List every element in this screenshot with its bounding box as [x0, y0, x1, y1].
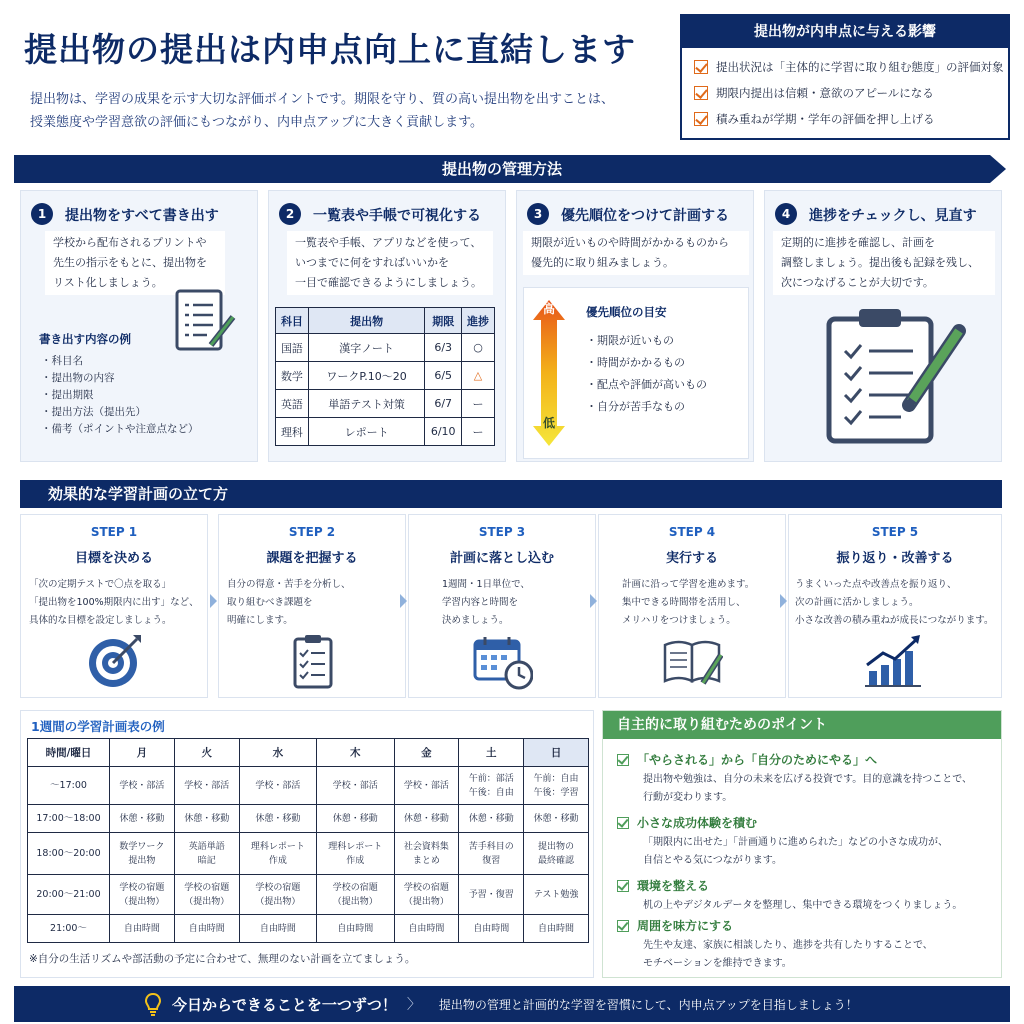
schedule-cell: 午前：部活 午後：自由: [459, 767, 524, 805]
schedule-cell: 休憩・移動: [110, 805, 175, 833]
management-card-desc: [773, 231, 995, 295]
schedule-cell: 学校・部活: [239, 767, 316, 805]
points-title: 自主的に取り組むためのポイント: [603, 711, 1001, 739]
desc-line: メリハリをつけましょう。: [622, 615, 736, 626]
table-header: 提出物: [308, 308, 424, 334]
desc-line: 次につなげることが大切です。: [781, 276, 934, 289]
table-header: 火: [174, 739, 239, 767]
step-arrow-icon: [780, 594, 787, 608]
schedule-cell: 休憩・移動: [394, 805, 459, 833]
footer-banner: [14, 986, 1010, 1022]
schedule-cell: 午前：自由 午後：学習: [524, 767, 589, 805]
step-title: 目標を決める: [74, 551, 153, 566]
checkbox-icon: [694, 112, 708, 126]
header-desc-line: 授業態度や学習意欲の評価にもつながり、内申点アップに大きく貢献します。: [30, 115, 484, 130]
impact-item: [694, 106, 996, 132]
table-cell: 理科: [276, 418, 309, 446]
desc-line: 提出物や勉強は、自分の未来を広げる投資です。目的意識を持つことで、: [643, 774, 972, 785]
point-desc: [643, 937, 993, 973]
priority-item: ・ 時間がかかるもの: [586, 352, 707, 374]
table-row: [28, 767, 589, 805]
checkbox-icon: [617, 754, 629, 766]
step-arrow-icon: [210, 594, 217, 608]
time-cell: 20:00〜21:00: [28, 875, 110, 915]
open-book-pencil-icon: [663, 631, 723, 691]
schedule-cell: 提出物の 最終確認: [524, 833, 589, 875]
table-cell: 6/5: [425, 362, 462, 390]
step-desc: [622, 576, 762, 630]
desc-line: 先生や友達、家族に相談したり、進捗を共有したりすることで、: [643, 940, 933, 951]
weekly-table: [27, 738, 589, 943]
point-heading-text: 周囲を味方にする: [637, 919, 734, 933]
schedule-cell: 数学ワーク 提出物: [110, 833, 175, 875]
desc-line: 行動が変わります。: [643, 792, 733, 803]
schedule-cell: 英語単語 暗記: [174, 833, 239, 875]
step-label: STEP 5: [871, 525, 919, 539]
step-desc: [795, 576, 995, 630]
point-heading-text: 小さな成功体験を積む: [637, 816, 758, 830]
desc-line: 決めましょう。: [442, 615, 509, 626]
table-cell: 6/7: [425, 390, 462, 418]
table-header: 期限: [425, 308, 462, 334]
step-card-2: [218, 514, 406, 698]
desc-line: 一目で確認できるようにしましょう。: [295, 276, 482, 289]
step-title: 実行する: [665, 551, 718, 566]
example-list: [41, 353, 199, 438]
target-icon: [85, 631, 145, 691]
table-cell: 国語: [276, 334, 309, 362]
table-header: 進捗: [462, 308, 495, 334]
table-row: [28, 805, 589, 833]
desc-line: 集中できる時間帯を活用し、: [622, 597, 746, 608]
table-cell: 6/10: [425, 418, 462, 446]
management-banner: 提出物の管理方法: [14, 155, 990, 183]
table-row: [28, 915, 589, 943]
schedule-cell: 休憩・移動: [317, 805, 394, 833]
management-card-title: 進捗をチェックし、見直す: [809, 208, 977, 224]
point-heading-text: 環境を整える: [637, 879, 710, 893]
step-label: STEP 2: [288, 525, 336, 539]
example-item: ・ 備考（ポイントや注意点など）: [41, 421, 199, 438]
plan-banner: 効果的な学習計画の立て方: [20, 480, 1002, 508]
desc-line: 具体的な目標を設定しましょう。: [29, 615, 172, 626]
management-card-title: 提出物をすべて書き出す: [65, 208, 219, 224]
table-cell: △: [462, 362, 495, 390]
desc-line: 期限が近いものや時間がかかるものから: [531, 236, 729, 249]
impact-item-text: 積み重ねが学期・学年の評価を押し上げる: [716, 112, 935, 126]
page-title: 提出物の提出は内申点向上に直結します: [24, 30, 636, 69]
step-card-1: [20, 514, 208, 698]
checkbox-icon: [617, 817, 629, 829]
growth-chart-icon: [863, 631, 923, 691]
weekly-plan-section: [20, 710, 594, 978]
schedule-cell: 自由時間: [110, 915, 175, 943]
desc-line: 明確にします。: [227, 615, 293, 626]
schedule-cell: 自由時間: [174, 915, 239, 943]
schedule-cell: 学校の宿題 （提出物）: [394, 875, 459, 915]
schedule-cell: 休憩・移動: [524, 805, 589, 833]
desc-line: 一覧表や手帳、アプリなどを使って、: [295, 236, 482, 249]
schedule-cell: 自由時間: [459, 915, 524, 943]
management-card-title: 一覧表や手帳で可視化する: [313, 208, 481, 224]
time-cell: 18:00〜20:00: [28, 833, 110, 875]
schedule-cell: 自由時間: [239, 915, 316, 943]
desc-line: 優先的に取り組みましょう。: [531, 256, 674, 269]
calendar-clock-icon: [473, 631, 533, 691]
table-cell: ー: [462, 418, 495, 446]
schedule-cell: 学校の宿題 （提出物）: [317, 875, 394, 915]
table-cell: 6/3: [425, 334, 462, 362]
step-card-5: [788, 514, 1002, 698]
example-item: ・ 提出期限: [41, 387, 199, 404]
desc-line: 次の計画に活かしましょう。: [795, 597, 919, 608]
priority-title: 優先順位の目安: [586, 305, 667, 319]
desc-line: モチベーションを維持できます。: [643, 958, 792, 969]
schedule-cell: 休憩・移動: [239, 805, 316, 833]
table-header: 木: [317, 739, 394, 767]
step-title: 計画に落とし込む: [449, 551, 554, 566]
example-item: ・ 提出物の内容: [41, 370, 199, 387]
example-item: ・ 提出方法（提出先）: [41, 404, 199, 421]
submission-table: [275, 307, 495, 446]
weekly-title: 1週間の学習計画表の例: [31, 719, 165, 734]
step-number-badge: 2: [279, 203, 301, 225]
footer-main-text: 今日からできることを一つずつ！: [172, 995, 397, 1014]
table-cell: ワークP.10〜20: [308, 362, 424, 390]
table-row: [276, 390, 495, 418]
impact-list: [682, 48, 1008, 138]
management-card-title: 優先順位をつけて計画する: [561, 208, 729, 224]
point-item: [617, 917, 993, 973]
desc-line: 「次の定期テストで〇点を取る」: [29, 579, 172, 590]
schedule-cell: 学校・部活: [110, 767, 175, 805]
schedule-cell: 予習・復習: [459, 875, 524, 915]
clipboard-icon: [283, 631, 343, 691]
schedule-cell: 休憩・移動: [174, 805, 239, 833]
step-title: 課題を把握する: [266, 551, 358, 566]
management-card-3: [516, 190, 754, 462]
desc-line: 先生の指示をもとに、提出物を: [53, 256, 207, 269]
step-desc: [29, 576, 199, 630]
step-number-badge: 3: [527, 203, 549, 225]
desc-line: いつまでに何をすればいいかを: [295, 256, 449, 269]
step-desc: [442, 576, 562, 630]
impact-item: [694, 54, 1004, 80]
time-cell: 17:00〜18:00: [28, 805, 110, 833]
schedule-cell: テスト勉強: [524, 875, 589, 915]
priority-item: ・ 自分が苦手なもの: [586, 396, 707, 418]
schedule-cell: 学校の宿題 （提出物）: [110, 875, 175, 915]
checkbox-icon: [694, 86, 708, 100]
priority-box: [523, 287, 749, 459]
table-header-row: [276, 308, 495, 334]
clipboard-check-icon: [821, 305, 971, 445]
checklist-pencil-icon: [171, 287, 237, 355]
impact-item-text: 提出状況は「主体的に学習に取り組む態度」の評価対象: [716, 60, 1004, 74]
priority-item: ・ 配点や評価が高いもの: [586, 374, 707, 396]
desc-line: 小さな改善の積み重ねが成長につながります。: [795, 615, 994, 626]
time-cell: 〜17:00: [28, 767, 110, 805]
point-heading: [617, 751, 993, 768]
step-card-3: [408, 514, 596, 698]
point-heading: [617, 814, 993, 831]
time-cell: 21:00〜: [28, 915, 110, 943]
weekly-note: ※自分の生活リズムや部活動の予定に合わせて、無理のない計画を立てましょう。: [29, 953, 416, 965]
priority-item: ・ 期限が近いもの: [586, 330, 707, 352]
schedule-cell: 苦手科目の 復習: [459, 833, 524, 875]
step-number-badge: 4: [775, 203, 797, 225]
impact-box: [680, 14, 1010, 140]
example-item: ・ 科目名: [41, 353, 199, 370]
point-item: [617, 877, 993, 915]
priority-high-label: 高: [542, 302, 555, 316]
step-label: STEP 1: [90, 525, 138, 539]
management-card-1: [20, 190, 258, 462]
table-row: [28, 833, 589, 875]
chevron-right-icon: 〉: [406, 997, 421, 1013]
lightbulb-icon: [144, 992, 162, 1016]
table-cell: 数学: [276, 362, 309, 390]
table-cell: ー: [462, 390, 495, 418]
schedule-cell: 学校・部活: [174, 767, 239, 805]
point-desc: [643, 771, 993, 807]
table-row: [276, 334, 495, 362]
schedule-cell: 学校の宿題 （提出物）: [239, 875, 316, 915]
desc-line: 自信とやる気につながります。: [643, 855, 782, 866]
checkbox-icon: [617, 920, 629, 932]
schedule-cell: 自由時間: [524, 915, 589, 943]
desc-line: うまくいった点や改善点を振り返り、: [795, 579, 957, 590]
priority-list: [586, 330, 707, 418]
management-card-2: [268, 190, 506, 462]
footer-sub-text: 提出物の管理と計画的な学習を習慣にして、内申点アップを目指しましょう！: [438, 997, 858, 1012]
step-number-badge: 1: [31, 203, 53, 225]
schedule-cell: 社会資料集 まとめ: [394, 833, 459, 875]
table-row: [276, 418, 495, 446]
table-header: 水: [239, 739, 316, 767]
table-cell: ○: [462, 334, 495, 362]
checkbox-icon: [694, 60, 708, 74]
point-desc: [643, 834, 993, 870]
points-section: [602, 710, 1002, 978]
schedule-cell: 休憩・移動: [459, 805, 524, 833]
schedule-cell: 理科レポート 作成: [317, 833, 394, 875]
schedule-cell: 自由時間: [317, 915, 394, 943]
point-item: [617, 751, 993, 807]
desc-line: 取り組むべき課題を: [227, 597, 313, 608]
management-card-desc: [287, 231, 493, 295]
table-cell: 英語: [276, 390, 309, 418]
desc-line: 調整しましょう。提出後も記録を残し、: [781, 256, 979, 269]
desc-line: 計画に沿って学習を進めます。: [622, 579, 755, 590]
table-cell: 漢字ノート: [308, 334, 424, 362]
table-cell: 単語テスト対策: [308, 390, 424, 418]
desc-line: 机の上やデジタルデータを整理し、集中できる環境をつくりましょう。: [643, 900, 963, 911]
step-label: STEP 4: [668, 525, 716, 539]
step-title: 振り返り・改善する: [836, 551, 954, 566]
table-header: 金: [394, 739, 459, 767]
step-arrow-icon: [400, 594, 407, 608]
priority-low-label: 低: [542, 416, 555, 430]
point-heading-text: 「やらされる」から「自分のためにやる」へ: [637, 753, 878, 767]
step-desc: [227, 576, 397, 630]
point-heading: [617, 877, 993, 894]
point-item: [617, 814, 993, 870]
schedule-cell: 学校・部活: [317, 767, 394, 805]
step-arrow-icon: [590, 594, 597, 608]
desc-line: リスト化しましょう。: [53, 276, 163, 289]
management-card-4: [764, 190, 1002, 462]
impact-item: [694, 80, 996, 106]
table-header-row: [28, 739, 589, 767]
point-desc: [643, 897, 993, 915]
step-card-4: [598, 514, 786, 698]
point-heading: [617, 917, 993, 934]
table-header: 土: [459, 739, 524, 767]
table-header: 時間/曜日: [28, 739, 110, 767]
schedule-cell: 学校・部活: [394, 767, 459, 805]
checkbox-icon: [617, 880, 629, 892]
desc-line: 学習内容と時間を: [442, 597, 519, 608]
table-header: 日: [524, 739, 589, 767]
header-desc-line: 提出物は、学習の成果を示す大切な評価ポイントです。期限を守り、質の高い提出物を出すことは、: [30, 92, 614, 107]
desc-line: 「提出物を100%期限内に出す」など、: [29, 597, 199, 608]
impact-item-text: 期限内提出は信頼・意欲のアピールになる: [716, 86, 934, 100]
desc-line: 「期限内に出せた」「計画通りに進められた」などの小さな成功が、: [643, 837, 948, 848]
table-row: [276, 362, 495, 390]
table-row: [28, 875, 589, 915]
header-description: [30, 88, 650, 134]
management-card-desc: [523, 231, 749, 275]
example-title: 書き出す内容の例: [39, 332, 131, 346]
desc-line: 学校から配布されるプリントや: [53, 236, 207, 249]
step-label: STEP 3: [478, 525, 526, 539]
schedule-cell: 学校の宿題 （提出物）: [174, 875, 239, 915]
desc-line: 定期的に進捗を確認し、計画を: [781, 236, 935, 249]
desc-line: 1週間・1日単位で、: [442, 579, 530, 590]
management-card-desc: [45, 231, 225, 295]
schedule-cell: 理科レポート 作成: [239, 833, 316, 875]
schedule-cell: 自由時間: [394, 915, 459, 943]
table-header: 月: [110, 739, 175, 767]
table-header: 科目: [276, 308, 309, 334]
table-cell: レポート: [308, 418, 424, 446]
impact-title: 提出物が内申点に与える影響: [682, 16, 1008, 48]
desc-line: 自分の得意・苦手を分析し、: [227, 579, 351, 590]
